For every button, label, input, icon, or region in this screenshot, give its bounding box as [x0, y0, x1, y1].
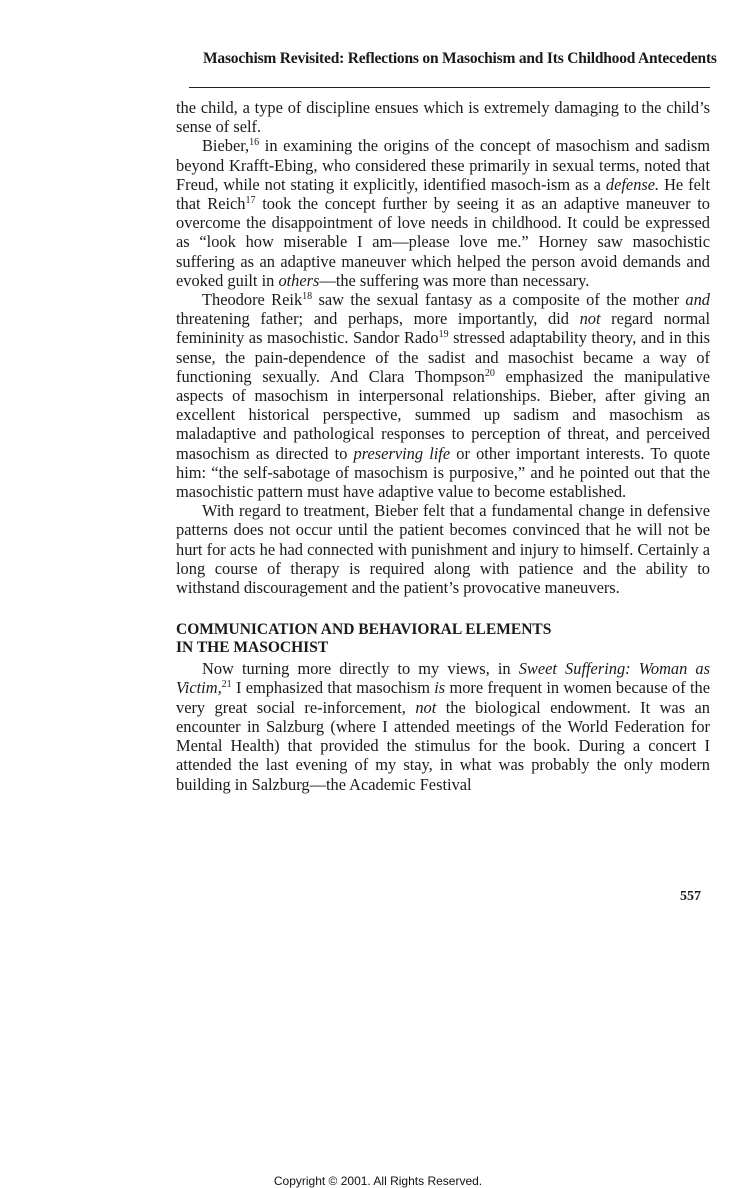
footnote-ref: 18: [302, 291, 313, 303]
header-rule: [189, 87, 710, 88]
footnote-ref: 21: [221, 679, 232, 691]
running-header: Masochism Revisited: Reflections on Masochism and Its Childhood Antecedents: [203, 50, 717, 67]
footnote-ref: 16: [249, 137, 260, 149]
copyright-footer: Copyright © 2001. All Rights Reserved.: [273, 1174, 483, 1188]
paragraph: Theodore Reik$^{18}$ saw the sexual fantasy as a composite of the mother and threatening father; and perhaps, more importantly, did not regard normal femininity as masochistic. Sandor Rado$^{19}$ stressed adaptability theory, and in this sense, the pain-dependence of the sadist and masochist became a way of functioning sexually. And Clara Thompson$^{20}$ emphasized the manipulative aspects of masochism in interpersonal relationships. Bieber, after giving an excellent historical perspective, summed up sadism and masochism as maladaptive and pathological responses to perception of threat, and perceived masochism as directed to preserving life or other important interests. To quote him: “the self-sabotage of masochism is purposive,” and he pointed out that the masochistic pattern must have adaptive value to become established.: [176, 290, 711, 502]
footnote-ref: 20: [484, 367, 495, 379]
page-number: 557: [680, 889, 701, 904]
footnote-ref: 19: [438, 329, 449, 341]
body-text: [176, 98, 710, 794]
paragraph: With regard to treatment, Bieber felt that a fundamental change in defensive patterns does not occur until the patient becomes convinced that he will not be hurt for acts he had connected with punishment and injury to himself. Certainly a long course of therapy is required along with patience and the ability to withstand discouragement and the patient’s provocative maneuvers.: [176, 501, 710, 598]
paragraph: Now turning more directly to my views, in Sweet Suffering: Woman as Victim,$^{21}$ I emphasized that masochism is more frequent in women because of the very great social re-inforcement, not the biological endowment. It was an encounter in Salzburg (where I attended meetings of the World Federation for Mental Health) that provided the stimulus for the book. During a concert I attended the last evening of my stay, in what was probably the only modern building in Salzburg—the Academic Festival: [176, 659, 710, 794]
paragraph: the child, a type of discipline ensues which is extremely damaging to the child’s sense of self.: [176, 98, 710, 137]
paragraph: Bieber,$^{16}$ in examining the origins of the concept of masochism and sadism beyond Krafft-Ebing, who considered these primarily in sexual terms, noted that Freud, while not stating it explicitly, identified masoch-ism as a defense. He felt that Reich$^{17}$ took the concept further by seeing it as an adaptive maneuver to overcome the disappointment of love needs in childhood. It could be expressed as “look how miserable I am—please love me.” Horney saw masochistic suffering as an adaptive maneuver which helped the person avoid demands and evoked guilt in others—the suffering was more than necessary.: [176, 136, 710, 290]
section-heading: COMMUNICATION AND BEHAVIORAL ELEMENTS IN THE MASOCHIST: [176, 621, 552, 657]
footnote-ref: 17: [245, 195, 256, 207]
